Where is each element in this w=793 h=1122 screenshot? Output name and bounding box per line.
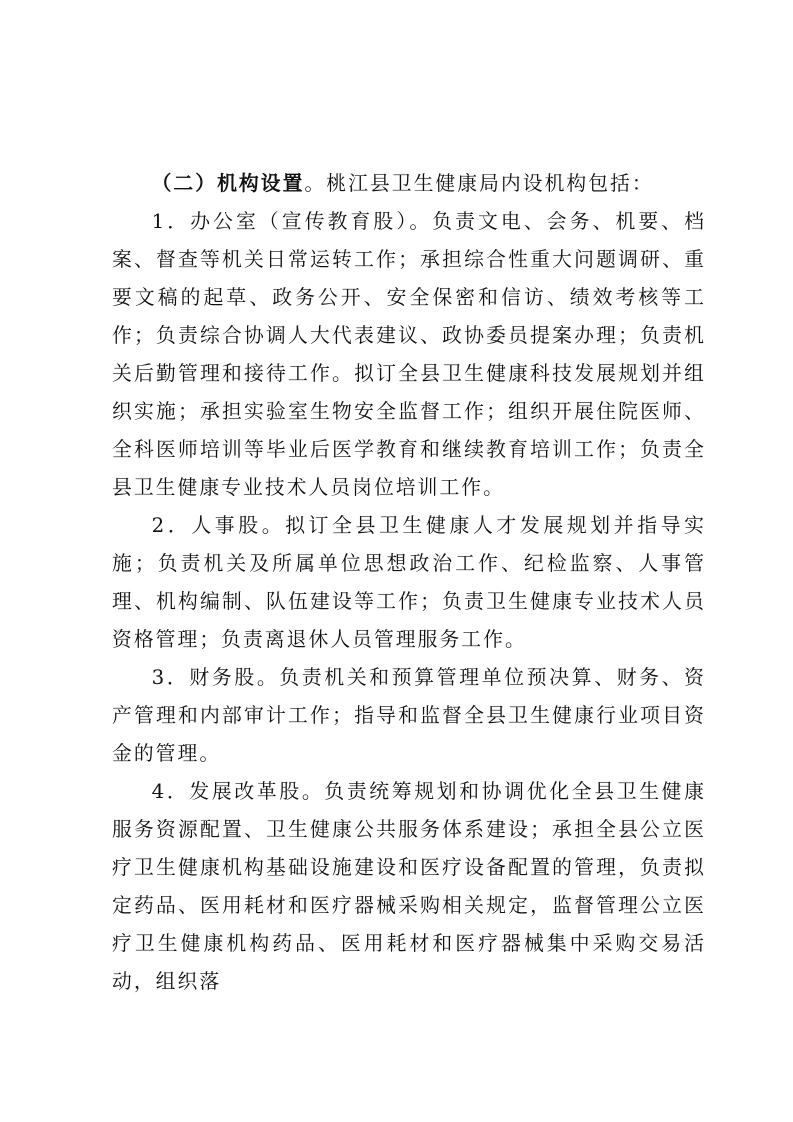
paragraph-number: 3． (151, 666, 190, 689)
paragraph-text: 人事股。拟订全县卫生健康人才发展规划并指导实施；负责机关及所属单位思想政治工作、纪检监察、人事管理、机构编制、队伍建设等工作；负责卫生健康专业技术人员资格管理；负责离退休人员管理服务工作。 (112, 514, 707, 651)
paragraph-personnel (112, 507, 706, 659)
section-heading: （二）机构设置 (151, 172, 305, 195)
paragraph-finance (112, 659, 706, 773)
section-heading-paragraph (112, 165, 706, 203)
section-heading-intro: 。桃江县卫生健康局内设机构包括： (304, 172, 654, 195)
paragraph-development-reform (112, 773, 706, 1001)
paragraph-text: 发展改革股。负责统筹规划和协调优化全县卫生健康服务资源配置、卫生健康公共服务体系建设；承担全县公立医疗卫生健康机构基础设施建设和医疗设备配置的管理，负责拟定药品、医用耗材和医疗器械采购相关规定，监督管理公立医疗卫生健康机构药品、医用耗材和医疗器械集中采购交易活动，组织落 (112, 780, 707, 993)
paragraph-office (112, 203, 706, 507)
paragraph-text: 办公室（宣传教育股）。负责文电、会务、机要、档案、督查等机关日常运转工作；承担综合性重大问题调研、重要文稿的起草、政务公开、安全保密和信访、绩效考核等工作；负责综合协调人大代表建议、政协委员提案办理；负责机关后勤管理和接待工作。拟订全县卫生健康科技发展规划并组织实施；承担实验室生物安全监督工作；组织开展住院医师、全科医师培训等毕业后医学教育和继续教育培训工作；负责全县卫生健康专业技术人员岗位培训工作。 (112, 210, 706, 499)
document-page (112, 165, 706, 1001)
paragraph-number: 4． (151, 780, 190, 803)
paragraph-number: 2． (151, 514, 192, 537)
paragraph-number: 1． (151, 210, 191, 233)
paragraph-text: 财务股。负责机关和预算管理单位预决算、财务、资产管理和内部审计工作；指导和监督全县卫生健康行业项目资金的管理。 (112, 666, 707, 765)
